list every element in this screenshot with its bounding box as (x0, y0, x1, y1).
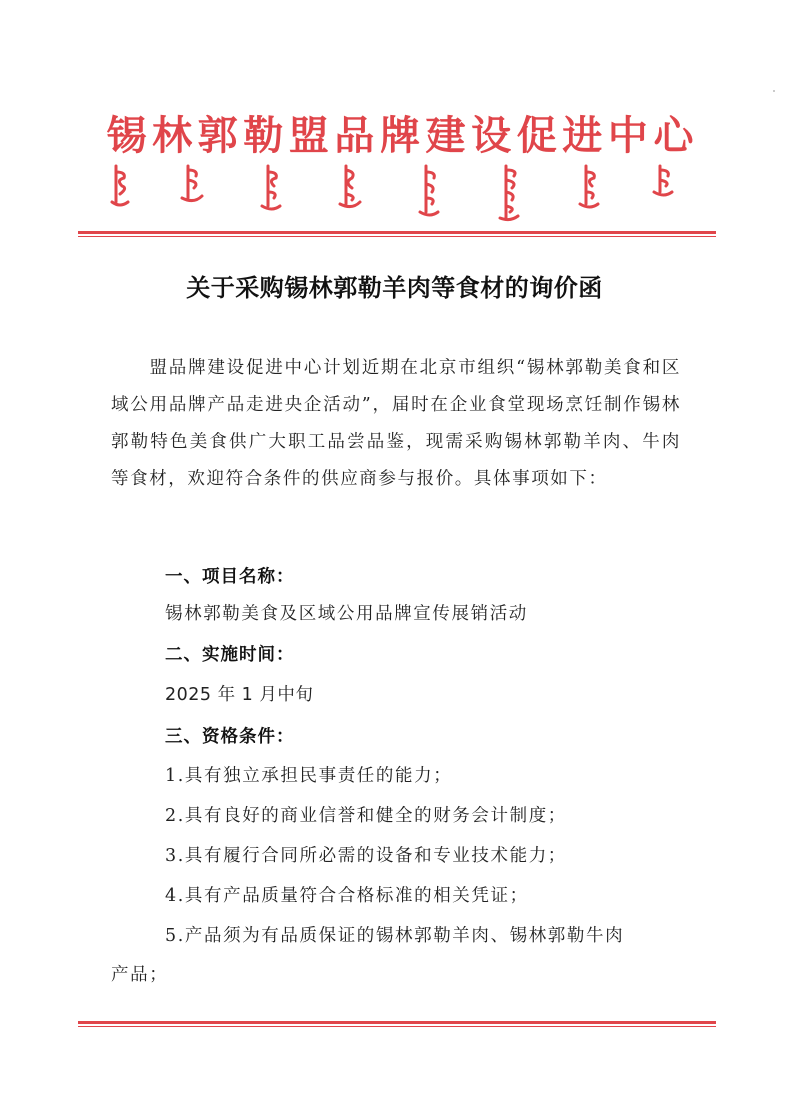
condition-item: 3.具有履行合同所必需的设备和专业技术能力； (165, 846, 567, 866)
footer-divider-thick (78, 1021, 716, 1024)
condition-item: 4.具有产品质量符合合格标准的相关凭证； (165, 886, 529, 906)
intro-paragraph-block (111, 350, 681, 498)
section-1-content: 锡林郭勒美食及区域公用品牌宣传展销活动 (165, 604, 528, 624)
org-name-char: 促 (516, 112, 557, 159)
org-name-char: 锡 (106, 112, 147, 159)
section-3-heading: 三、资格条件： (165, 727, 295, 747)
document-title: 关于采购锡林郭勒羊肉等食材的询价函 (186, 273, 603, 302)
org-name-char: 牌 (379, 112, 420, 159)
org-name-char: 林 (152, 112, 193, 159)
org-name-char: 中 (607, 112, 648, 159)
organization-name-header (104, 112, 696, 160)
condition-item: 2.具有良好的商业信誉和健全的财务会计制度； (165, 806, 567, 826)
org-name-char: 郭 (197, 112, 238, 159)
condition-item: 1.具有独立承担民事责任的能力； (165, 766, 453, 786)
section-2-content: 2025 年 1 月中旬 (165, 685, 314, 705)
org-name-char: 进 (562, 112, 603, 159)
intro-paragraph: 盟品牌建设促进中心计划近期在北京市组织“锡林郭勒美食和区域公用品牌产品走进央企活动”，届时在企业食堂现场烹饪制作锡林郭勒特色美食供广大职工品尝品鉴，现需采购锡林郭勒羊肉、牛肉等食材，欢迎符合条件的供应商参与报价。具体事项如下： (111, 358, 681, 489)
mongolian-script-header (108, 162, 688, 224)
org-name-char: 品 (334, 112, 375, 159)
section-2-heading: 二、实施时间： (165, 645, 295, 665)
header-divider-thin (78, 236, 716, 237)
header-divider-thick (78, 231, 716, 234)
org-name-char: 建 (425, 112, 466, 159)
condition-item: 5.产品须为有品质保证的锡林郭勒羊肉、锡林郭勒牛肉 (165, 926, 625, 946)
footer-divider-thin (78, 1026, 716, 1027)
condition-item-continuation: 产品； (111, 965, 169, 985)
scan-speck (773, 90, 775, 92)
org-name-char: 盟 (288, 112, 329, 159)
org-name-char: 勒 (243, 112, 284, 159)
org-name-char: 心 (653, 112, 694, 159)
section-1-heading: 一、项目名称： (165, 567, 295, 587)
org-name-char: 设 (471, 112, 512, 159)
